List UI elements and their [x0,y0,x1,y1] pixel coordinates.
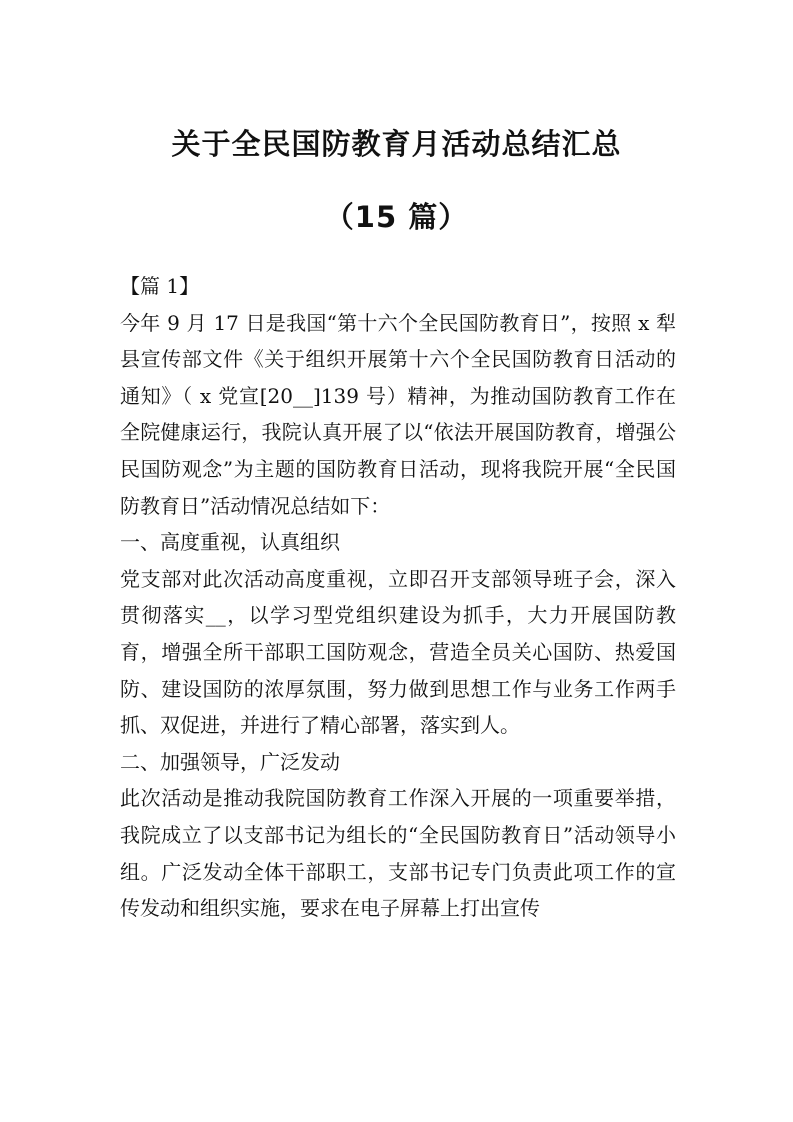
paragraph-2: 此次活动是推动我院国防教育工作深入开展的一项重要举措，我院成立了以支部书记为组长的“全民国防教育日”活动领导小组。广泛发动全体干部职工，支部书记专门负责此项工作的宣传发动和组织实施，要求在电子屏幕上打出宣传 [120,786,676,921]
document-subtitle: （15 篇） [324,200,469,234]
heading-2: 二、加强领导，广泛发动 [120,749,340,774]
document-body [120,268,676,927]
heading-1: 一、高度重视，认真组织 [120,530,340,555]
intro-paragraph: 今年 9 月 17 日是我国“第十六个全民国防教育日”，按照 x 犁县宣传部文件《关于组织开展第十六个全民国防教育日活动的通知》（ x 党宣[20__]139 号）精神，为推动国防教育工作在全院健康运行，我院认真开展了以“依法开展国防教育，增强公民国防观念”为主题的国防教育日活动，现将我院开展“全民国防教育日”活动情况总结如下： [120,310,676,518]
section-label: 【篇 1】 [120,274,200,298]
document-title: 关于全民国防教育月活动总结汇总 [171,127,622,161]
paragraph-1: 党支部对此次活动高度重视，立即召开支部领导班子会，深入贯彻落实__，以学习型党组织建设为抓手，大力开展国防教育，增强全所干部职工国防观念，营造全员关心国防、热爱国防、建设国防的浓厚氛围，努力做到思想工作与业务工作两手抓、双促进，并进行了精心部署，落实到人。 [120,566,676,738]
